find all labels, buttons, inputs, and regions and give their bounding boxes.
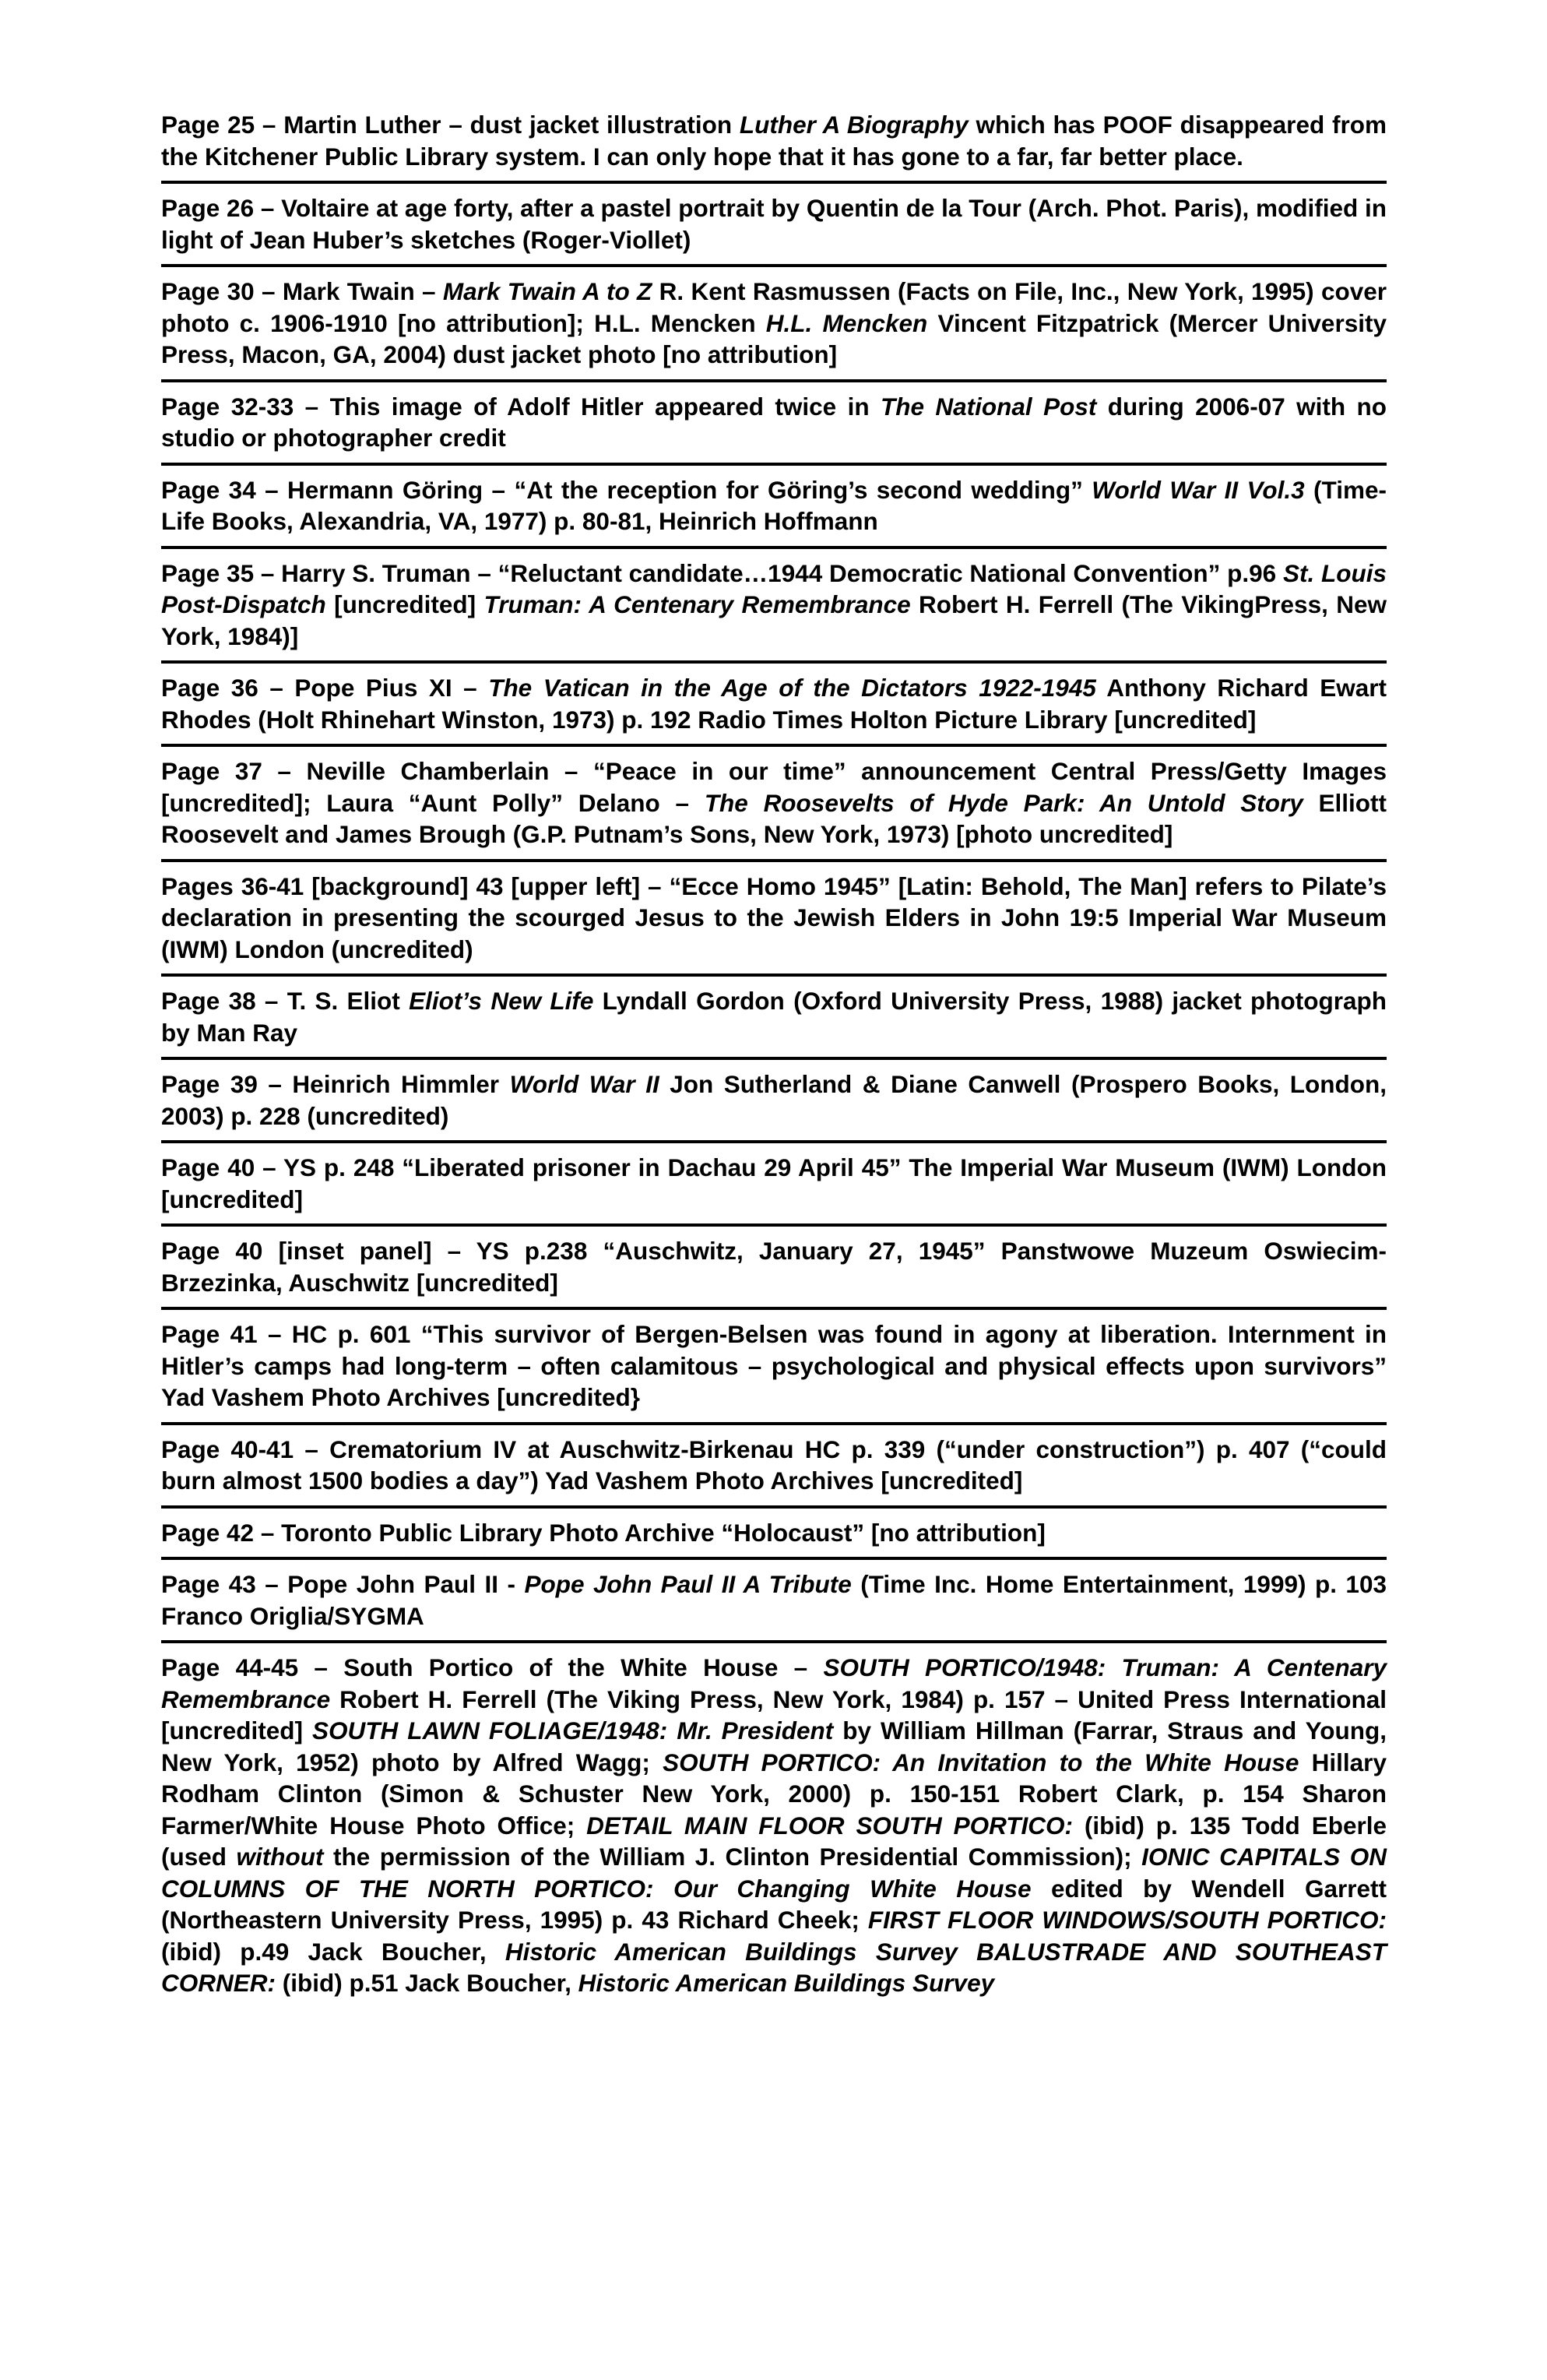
credit-text: edited by Wendell Garrett (Northeastern University Press, 1995) p. 43 Richard Cheek; xyxy=(161,1874,1387,1934)
credit-title-italic: The National Post xyxy=(881,392,1097,421)
credit-title-italic: FIRST FLOOR WINDOWS/SOUTH PORTICO: xyxy=(867,1906,1387,1934)
credit-title-italic: SOUTH PORTICO/1948: Truman: A Centenary Remembrance xyxy=(161,1653,1387,1713)
credit-title-italic: The Roosevelts of Hyde Park: An Untold Story xyxy=(704,788,1303,817)
credit-text: Jon Sutherland & Diane Canwell (Prospero Books, London, 2003) p. 228 (uncredited) xyxy=(161,1070,1387,1130)
credit-title-italic: The Vatican in the Age of the Dictators 1922-1945 xyxy=(488,674,1096,702)
credit-text: Page 38 – T. S. Eliot xyxy=(161,987,410,1015)
credit-entry xyxy=(161,463,1387,546)
credit-entry xyxy=(161,181,1387,264)
credit-title-italic: IONIC CAPITALS ON COLUMNS OF THE NORTH PORTICO: Our Changing White House xyxy=(161,1843,1387,1903)
credit-entry xyxy=(161,1307,1387,1422)
credit-title-italic: DETAIL MAIN FLOOR SOUTH PORTICO: xyxy=(586,1811,1074,1840)
credit-text: Page 37 – Neville Chamberlain – “Peace in our time” announcement Central Press/Getty Images [uncredited]; Laura “Aunt Polly” Delano – xyxy=(161,757,1387,817)
credit-text: which has POOF disappeared from the Kitchener Public Library system. I can only hope that it has gone to a far, far better place. xyxy=(161,111,1387,171)
credit-text: (ibid) p.51 Jack Boucher, xyxy=(276,1969,578,1997)
credit-entry xyxy=(161,1057,1387,1140)
credit-entry xyxy=(161,660,1387,744)
credit-text: Page 43 – Pope John Paul II - xyxy=(161,1570,525,1598)
credit-entry xyxy=(161,744,1387,859)
credit-text: Page 40 – YS p. 248 “Liberated prisoner in Dachau 29 April 45” The Imperial War Museum (IWM) London [uncredited] xyxy=(161,1153,1387,1213)
credit-text: (Time Inc. Home Entertainment, 1999) p. 103 Franco Origlia/SYGMA xyxy=(161,1570,1387,1630)
credit-title-italic: Historic American Buildings Survey BALUSTRADE AND SOUTHEAST CORNER: xyxy=(161,1937,1387,1997)
credit-title-italic: Luther A Biography xyxy=(739,111,969,139)
credit-text: Page 34 – Hermann Göring – “At the reception for Göring’s second wedding” xyxy=(161,475,1092,504)
credit-entry xyxy=(161,859,1387,974)
credit-text: (ibid) p. 135 Todd Eberle (used xyxy=(161,1811,1387,1871)
credit-entry xyxy=(161,1640,1387,2008)
credit-title-italic: Eliot’s New Life xyxy=(409,987,594,1015)
credit-text: Page 30 – Mark Twain – xyxy=(161,277,443,305)
credit-entry xyxy=(161,109,1387,181)
credit-text: Page 44-45 – South Portico of the White House – xyxy=(161,1653,824,1681)
credit-text: Page 40 [inset panel] – YS p.238 “Auschwitz, January 27, 1945” Panstwowe Muzeum Oswiecim-Brzezinka, Auschwitz [uncredited] xyxy=(161,1237,1387,1297)
credit-title-italic: Pope John Paul II A Tribute xyxy=(524,1570,852,1598)
credit-text: (ibid) p.49 Jack Boucher, xyxy=(161,1937,505,1966)
credit-title-italic: H.L. Mencken xyxy=(765,308,928,337)
credit-text: Page 39 – Heinrich Himmler xyxy=(161,1070,510,1098)
credit-text: by William Hillman (Farrar, Straus and Young, New York, 1952) photo by Alfred Wagg; xyxy=(161,1716,1387,1776)
credit-title-italic: without xyxy=(236,1843,324,1871)
credit-text: Elliott Roosevelt and James Brough (G.P. Putnam’s Sons, New York, 1973) [photo uncredited] xyxy=(161,788,1387,848)
credit-text: during 2006-07 with no studio or photographer credit xyxy=(161,392,1387,452)
credits-page xyxy=(161,109,1387,2008)
credit-text: Anthony Richard Ewart Rhodes (Holt Rhinehart Winston, 1973) p. 192 Radio Times Holton Picture Library [uncredited] xyxy=(161,674,1387,734)
credit-entry xyxy=(161,1505,1387,1558)
credit-text: Robert H. Ferrell (The Viking Press, New York, 1984) p. 157 – United Press International [uncredited] xyxy=(161,1685,1387,1745)
credit-entry xyxy=(161,546,1387,661)
credit-title-italic: World War II xyxy=(509,1070,659,1098)
credit-title-italic: SOUTH LAWN FOLIAGE/1948: Mr. President xyxy=(311,1716,834,1745)
credit-text: Robert H. Ferrell (The VikingPress, New York, 1984)] xyxy=(161,590,1387,650)
credit-text: Page 40-41 – Crematorium IV at Auschwitz-Birkenau HC p. 339 (“under construction”) p. 407 (“could burn almost 1500 bodies a day”) Yad Vashem Photo Archives [uncredited] xyxy=(161,1435,1387,1495)
credit-text: Page 35 – Harry S. Truman – “Reluctant candidate…1944 Democratic National Convention” p.96 xyxy=(161,558,1283,587)
credit-text: Page 41 – HC p. 601 “This survivor of Bergen-Belsen was found in agony at liberation. Internment in Hitler’s camps had long-term – often calamitous – psychological and physical effects upon survivors” Yad Vashem Photo Archives [uncredited} xyxy=(161,1320,1387,1411)
credit-text: Pages 36-41 [background] 43 [upper left] – “Ecce Homo 1945” [Latin: Behold, The Man] refers to Pilate’s declaration in presenting the scourged Jesus to the Jewish Elders in John 19:5 Imperial War Museum (IWM) London (uncredited) xyxy=(161,871,1387,963)
credit-text: Page 42 – Toronto Public Library Photo Archive “Holocaust” [no attribution] xyxy=(161,1518,1046,1547)
credit-title-italic: SOUTH PORTICO: An Invitation to the White House xyxy=(663,1748,1299,1776)
credit-entry xyxy=(161,1223,1387,1307)
credit-text: Hillary Rodham Clinton (Simon & Schuster New York, 2000) p. 150-151 Robert Clark, p. 154 Sharon Farmer/White House Photo Office; xyxy=(161,1748,1387,1840)
credit-title-italic: Mark Twain A to Z xyxy=(442,277,652,305)
credit-text: Vincent Fitzpatrick (Mercer University Press, Macon, GA, 2004) dust jacket photo [no attribution] xyxy=(161,308,1387,368)
credit-text: Page 26 – Voltaire at age forty, after a pastel portrait by Quentin de la Tour (Arch. Phot. Paris), modified in light of Jean Huber’s sketches (Roger-Viollet) xyxy=(161,194,1387,254)
credit-text: Page 25 – Martin Luther – dust jacket illustration xyxy=(161,111,740,139)
credit-text: Lyndall Gordon (Oxford University Press, 1988) jacket photograph by Man Ray xyxy=(161,987,1387,1047)
credit-entry xyxy=(161,264,1387,379)
credit-title-italic: St. Louis Post-Dispatch xyxy=(161,558,1387,618)
credit-entry xyxy=(161,379,1387,463)
credit-text: Page 32-33 – This image of Adolf Hitler appeared twice in xyxy=(161,392,881,421)
credit-title-italic: Historic American Buildings Survey xyxy=(578,1969,995,1997)
credit-title-italic: Truman: A Centenary Remembrance xyxy=(483,590,911,618)
credit-entry xyxy=(161,1140,1387,1223)
credit-title-italic: World War II Vol.3 xyxy=(1092,475,1305,504)
credit-entry xyxy=(161,973,1387,1057)
credit-text: [uncredited] xyxy=(325,590,484,618)
credit-text: (Time-Life Books, Alexandria, VA, 1977) p. 80-81, Heinrich Hoffmann xyxy=(161,475,1387,535)
credit-entry xyxy=(161,1422,1387,1505)
credit-text: R. Kent Rasmussen (Facts on File, Inc., New York, 1995) cover photo c. 1906-1910 [no attribution]; H.L. Mencken xyxy=(161,277,1387,337)
credit-text: the permission of the William J. Clinton Presidential Commission); xyxy=(323,1843,1142,1871)
credit-text: Page 36 – Pope Pius XI – xyxy=(161,674,489,702)
credit-entry xyxy=(161,1557,1387,1640)
